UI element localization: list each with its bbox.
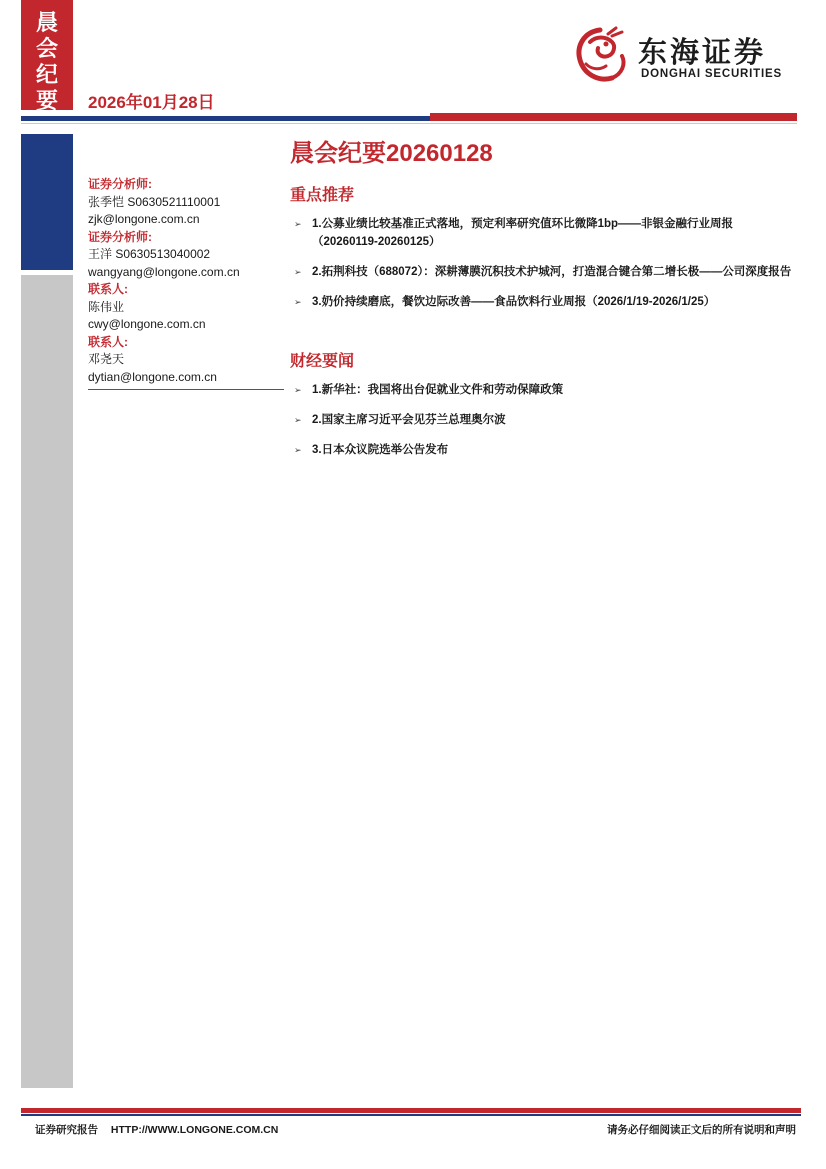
section-key-recommendations xyxy=(290,182,797,323)
footer-report-label: 证券研究报告 xyxy=(35,1124,98,1136)
contact-email[interactable]: dytian@longone.com.cn xyxy=(88,369,217,384)
list-item-text: 2.国家主席习近平会见芬兰总理奥尔波 xyxy=(312,414,506,426)
arrow-bullet-icon: ➢ xyxy=(294,445,302,455)
footer-left xyxy=(35,1122,278,1137)
arrow-bullet-icon: ➢ xyxy=(294,219,302,229)
contact-entry xyxy=(88,281,284,334)
analyst-label: 证券分析师: xyxy=(88,177,152,191)
analyst-label: 证券分析师: xyxy=(88,229,152,244)
report-title: 晨会纪要20260128 xyxy=(290,140,493,167)
recommendation-list xyxy=(290,215,797,311)
header-rule-thin xyxy=(21,123,797,124)
list-item-text: 3.日本众议院选举公告发布 xyxy=(312,444,449,456)
arrow-bullet-icon: ➢ xyxy=(294,267,302,277)
analyst-list xyxy=(88,176,284,386)
dragon-logo-icon xyxy=(568,24,632,88)
list-item[interactable] xyxy=(290,441,797,459)
footer-disclaimer: 请务必仔细阅读正文后的所有说明和声明 xyxy=(607,1124,796,1136)
section-title: 重点推荐 xyxy=(290,187,355,204)
contact-label: 联系人: xyxy=(88,334,128,349)
analyst-name-cert: 王洋 S0630513040002 xyxy=(88,247,211,261)
list-item[interactable] xyxy=(290,293,797,311)
arrow-bullet-icon: ➢ xyxy=(294,297,302,307)
contact-label: 联系人: xyxy=(88,282,128,296)
section-financial-news xyxy=(290,348,797,471)
analyst-email[interactable]: zjk@longone.com.cn xyxy=(88,212,200,226)
list-item-text: 1.公募业绩比较基准正式落地，预定利率研究值环比微降1bp——非银金融行业周报（20260119-20260125） xyxy=(312,218,734,248)
sidebar-blue-block xyxy=(21,134,73,270)
contact-name: 陈伟业 xyxy=(88,299,125,314)
report-date: 2026年01月28日 xyxy=(88,93,215,112)
analyst-name-cert: 张季恺 S0630521110001 xyxy=(88,194,221,209)
tab-char: 晨 xyxy=(35,10,58,35)
list-item[interactable] xyxy=(290,411,797,429)
tab-char: 纪 xyxy=(35,62,58,87)
analyst-entry xyxy=(88,229,284,282)
report-type-tab xyxy=(21,0,73,113)
list-item-text: 3.奶价持续磨底，餐饮边际改善——食品饮料行业周报（2026/1/19-2026/1/25） xyxy=(312,296,716,308)
list-item-text: 1.新华社：我国将出台促就业文件和劳动保障政策 xyxy=(312,384,564,396)
footer-rule-red xyxy=(21,1108,801,1113)
analyst-divider xyxy=(88,389,284,390)
arrow-bullet-icon: ➢ xyxy=(294,385,302,395)
list-item[interactable] xyxy=(290,215,797,251)
logo-english-name: DONGHAI SECURITIES xyxy=(641,68,782,80)
arrow-bullet-icon: ➢ xyxy=(294,415,302,425)
report-type-tab-text xyxy=(21,10,73,114)
logo-chinese-name: 东海证券 xyxy=(638,37,767,69)
sidebar-gray-block xyxy=(21,275,73,1088)
tab-char: 会 xyxy=(35,36,58,61)
contact-entry xyxy=(88,334,284,387)
section-title: 财经要闻 xyxy=(290,353,355,370)
analyst-email[interactable]: wangyang@longone.com.cn xyxy=(88,264,240,279)
list-item-text: 2.拓荆科技（688072）：深耕薄膜沉积技术护城河，打造混合键合第二增长极——公司深度报告 xyxy=(312,266,792,278)
contact-name: 邓尧天 xyxy=(88,352,125,366)
footer-rule-blue xyxy=(21,1114,801,1116)
news-list xyxy=(290,381,797,459)
header-rule-red xyxy=(430,113,797,121)
tab-char: 要 xyxy=(35,88,58,113)
company-logo xyxy=(568,24,800,88)
contact-email[interactable]: cwy@longone.com.cn xyxy=(88,317,206,331)
analyst-entry xyxy=(88,176,284,229)
list-item[interactable] xyxy=(290,263,797,281)
list-item[interactable] xyxy=(290,381,797,399)
footer-website-link[interactable]: HTTP://WWW.LONGONE.COM.CN xyxy=(110,1124,279,1136)
